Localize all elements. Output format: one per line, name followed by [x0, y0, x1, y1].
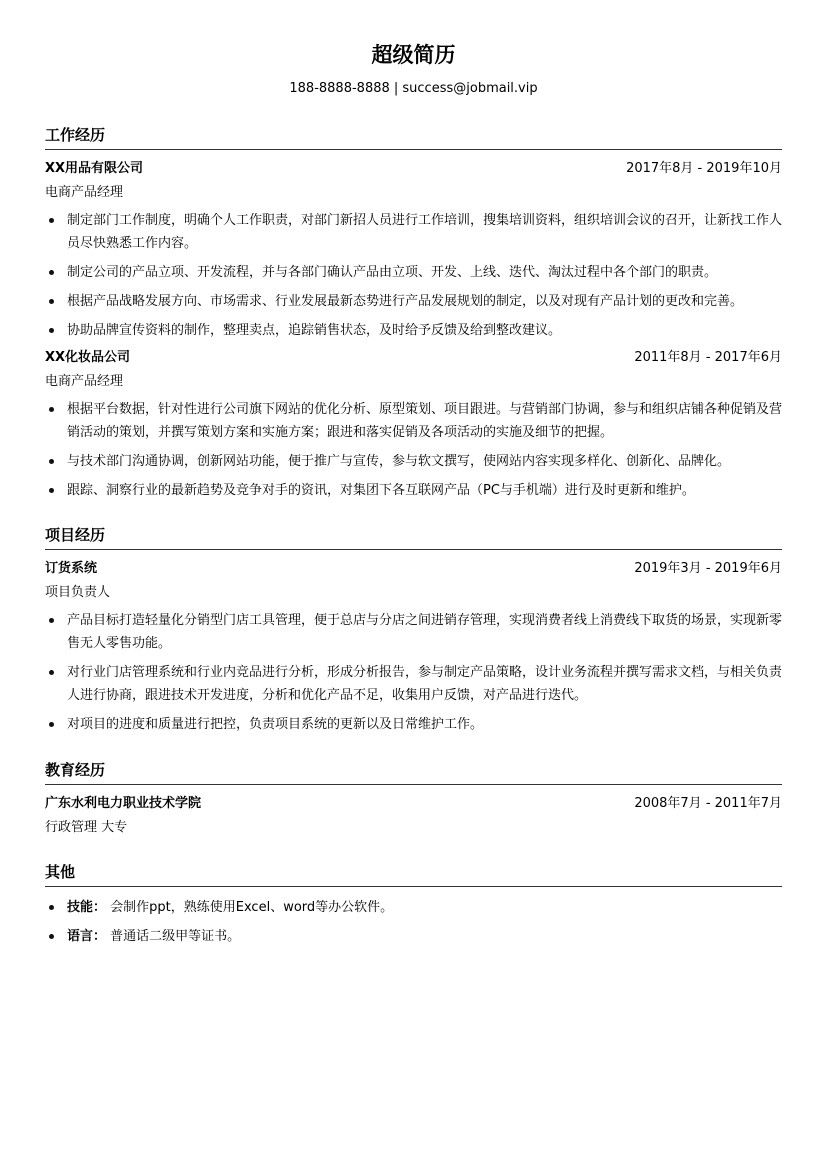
job-bullets [45, 209, 782, 342]
bullet-item: 制定部门工作制度，明确个人工作职责，对部门新招人员进行工作培训，搜集培训资料，组织培训会议的召开，让新找工作人员尽快熟悉工作内容。 [45, 209, 782, 255]
bullet-item: 跟踪、洞察行业的最新趋势及竞争对手的资讯，对集团下各互联网产品（PC与手机端）进行及时更新和维护。 [45, 479, 782, 502]
job-role: 电商产品经理 [45, 374, 124, 389]
education-section [45, 759, 782, 838]
section-title-projects: 项目经历 [45, 524, 782, 550]
company-name: XX用品有限公司 [45, 161, 144, 176]
bullet-icon [49, 618, 54, 623]
bullet-icon [49, 488, 54, 493]
job-bullets [45, 398, 782, 502]
bullet-item: 协助品牌宣传资料的制作，整理卖点，追踪销售状态，及时给予反馈及给到整改建议。 [45, 319, 782, 342]
project-experience-section [45, 524, 782, 736]
work-experience-section [45, 124, 782, 502]
language-label: 语言： [67, 929, 107, 944]
language-item [45, 925, 782, 948]
project-date: 2019年3月 - 2019年6月 [634, 561, 782, 576]
section-title-other: 其他 [45, 861, 782, 887]
education-date: 2008年7月 - 2011年7月 [634, 796, 782, 811]
bullet-icon [49, 905, 54, 910]
job-date: 2017年8月 - 2019年10月 [626, 161, 782, 176]
bullet-item: 根据产品战略发展方向、市场需求、行业发展最新态势进行产品发展规划的制定，以及对现有产品计划的更改和完善。 [45, 290, 782, 313]
degree: 行政管理 大专 [45, 820, 128, 835]
bullet-icon [49, 407, 54, 412]
bullet-icon [49, 218, 54, 223]
bullet-item: 对项目的进度和质量进行把控，负责项目系统的更新以及日常维护工作。 [45, 713, 782, 736]
other-section [45, 861, 782, 948]
section-title-education: 教育经历 [45, 759, 782, 785]
skill-item [45, 896, 782, 919]
bullet-item: 与技术部门沟通协调，创新网站功能，便于推广与宣传，参与软文撰写，使网站内容实现多样化、创新化、品牌化。 [45, 450, 782, 473]
project-bullets [45, 609, 782, 736]
resume-header [45, 41, 782, 98]
language-text: 普通话二级甲等证书。 [110, 929, 241, 944]
bullet-icon [49, 299, 54, 304]
bullet-item: 制定公司的产品立项、开发流程，并与各部门确认产品由立项、开发、上线、迭代、淘汰过程中各个部门的职责。 [45, 261, 782, 284]
candidate-name: 超级简历 [371, 43, 456, 67]
project-role: 项目负责人 [45, 585, 111, 600]
contact-info: 188-8888-8888 | success@jobmail.vip [289, 81, 538, 96]
bullet-icon [49, 270, 54, 275]
bullet-item: 产品目标打造轻量化分销型门店工具管理，便于总店与分店之间进销存管理，实现消费者线上消费线下取货的场景，实现新零售无人零售功能。 [45, 609, 782, 655]
job-date: 2011年8月 - 2017年6月 [634, 350, 782, 365]
resume-page [45, 0, 782, 954]
job-entry [45, 348, 782, 502]
bullet-item: 对行业门店管理系统和行业内竞品进行分析，形成分析报告，参与制定产品策略，设计业务流程并撰写需求文档，与相关负责人进行协商，跟进技术开发进度，分析和优化产品不足，收集用户反馈，对产品进行迭代。 [45, 661, 782, 707]
job-role: 电商产品经理 [45, 185, 124, 200]
bullet-icon [49, 328, 54, 333]
company-name: XX化妆品公司 [45, 350, 131, 365]
bullet-icon [49, 670, 54, 675]
skill-text: 会制作ppt，熟练使用Excel、word等办公软件。 [110, 900, 394, 915]
job-entry [45, 159, 782, 342]
school-name: 广东水利电力职业技术学院 [45, 796, 202, 811]
bullet-item: 根据平台数据，针对性进行公司旗下网站的优化分析、原型策划、项目跟进。与营销部门协调，参与和组织店铺各种促销及营销活动的策划，并撰写策划方案和实施方案；跟进和落实促销及各项活动的实施及细节的把握。 [45, 398, 782, 444]
skill-label: 技能： [67, 900, 107, 915]
bullet-icon [49, 722, 54, 727]
project-name: 订货系统 [45, 561, 98, 576]
section-title-work: 工作经历 [45, 124, 782, 150]
bullet-icon [49, 459, 54, 464]
project-entry [45, 559, 782, 736]
other-list [45, 896, 782, 948]
bullet-icon [49, 934, 54, 939]
